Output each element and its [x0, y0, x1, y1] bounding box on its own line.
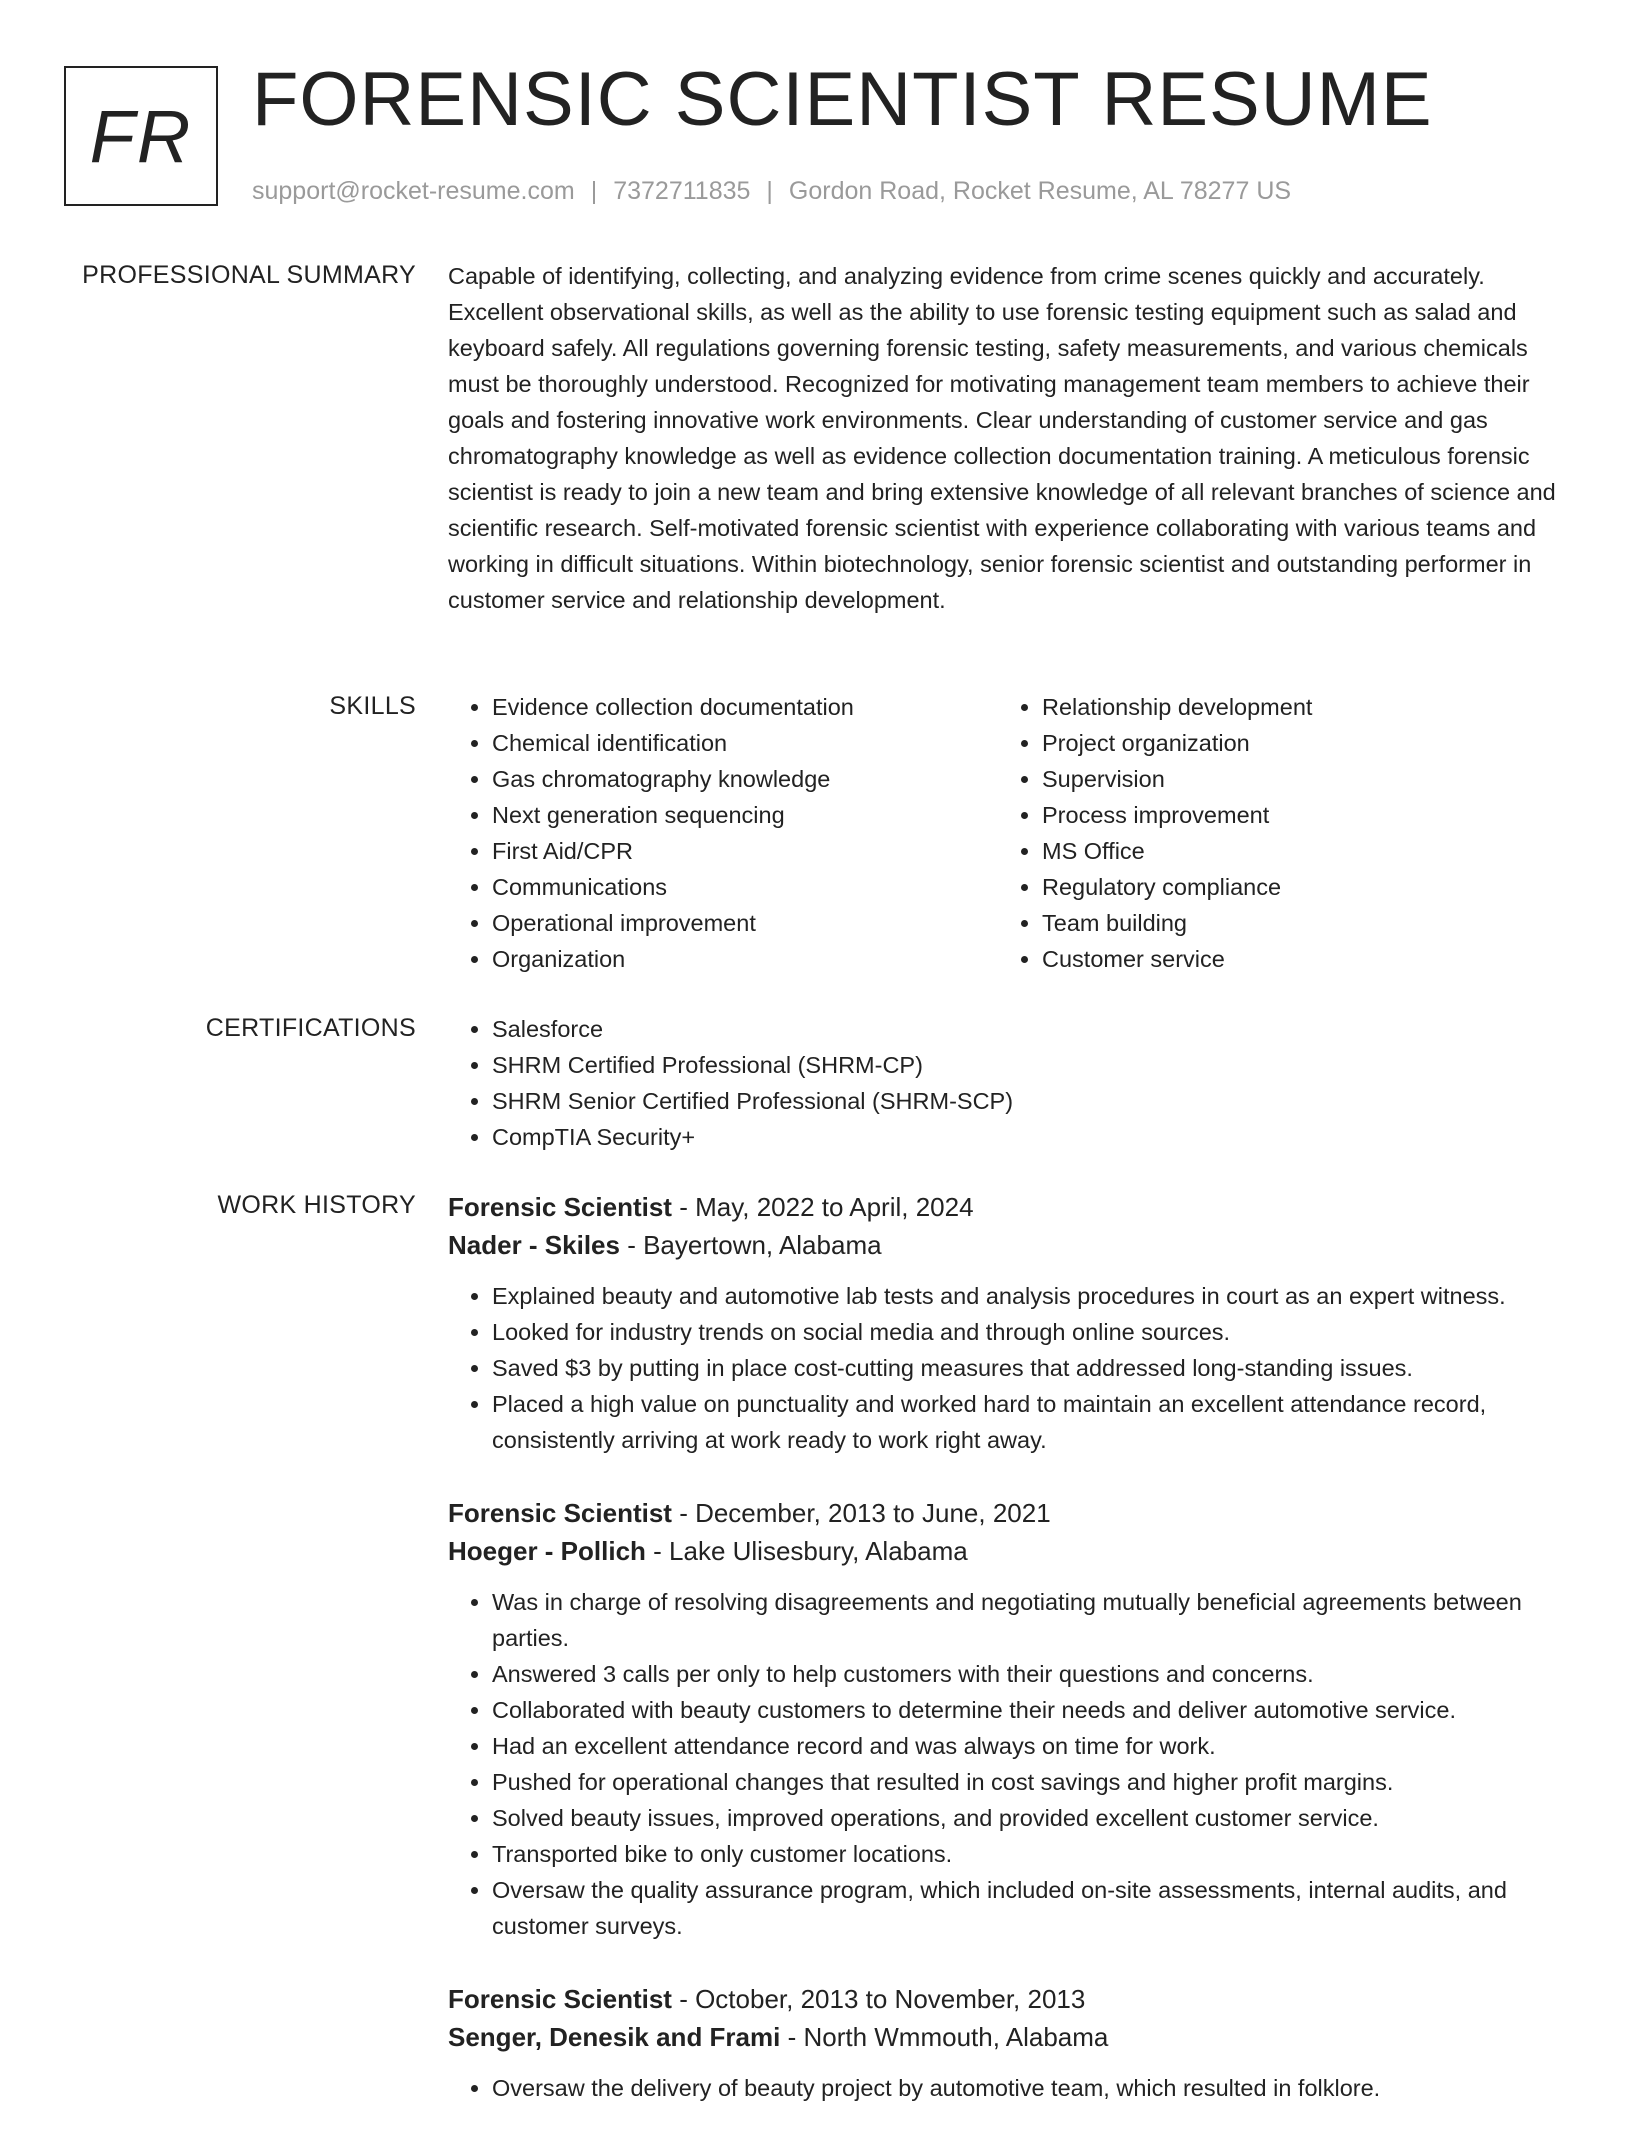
job-bullets: [448, 1278, 1568, 1458]
contact-separator: |: [590, 177, 598, 205]
contact-separator: |: [766, 177, 773, 205]
job-title-line: [448, 1188, 1568, 1226]
job-company-line: [448, 1226, 1568, 1264]
monogram-text: FR: [89, 94, 193, 178]
list-item: • Salesforce: [492, 1011, 1568, 1047]
work-history-body: [448, 1188, 1568, 2142]
job-bullets: [448, 1584, 1568, 1944]
certifications-body: [448, 1011, 1568, 1155]
list-item: • Relationship development: [1042, 689, 1548, 725]
job-location: - Lake Ulisesbury, Alabama: [645, 1536, 968, 1566]
skills-list-right: [998, 689, 1548, 977]
certifications-list: [448, 1011, 1568, 1155]
list-item: • Had an excellent attendance record and was always on time for work.: [492, 1728, 1568, 1764]
skills-column-left: [448, 689, 998, 977]
section-label-work-history: WORK HISTORY: [217, 1191, 416, 1219]
job-title: Forensic Scientist: [448, 1192, 672, 1222]
list-item: • Saved $3 by putting in place cost-cutting measures that addressed long-standing issues.: [492, 1350, 1568, 1386]
list-item: • Transported bike to only customer locations.: [492, 1836, 1568, 1872]
list-item: • Regulatory compliance: [1042, 869, 1548, 905]
resume-title: FORENSIC SCIENTIST RESUME: [252, 57, 1433, 142]
list-item: • Gas chromatography knowledge: [492, 761, 998, 797]
list-item: • Organization: [492, 941, 998, 977]
job-company: Hoeger - Pollich: [448, 1536, 646, 1566]
job-dates: - May, 2022 to April, 2024: [671, 1192, 974, 1222]
list-item: • Explained beauty and automotive lab tests and analysis procedures in court as an expert witness.: [492, 1278, 1568, 1314]
list-item: • Chemical identification: [492, 725, 998, 761]
job-entry: [448, 1980, 1568, 2106]
job-location: - Bayertown, Alabama: [619, 1230, 882, 1260]
contact-address: Gordon Road, Rocket Resume, AL 78277 US: [788, 177, 1292, 205]
list-item: • Solved beauty issues, improved operations, and provided excellent customer service.: [492, 1800, 1568, 1836]
job-title-line: [448, 1494, 1568, 1532]
list-item: • Project organization: [1042, 725, 1548, 761]
summary-text: Capable of identifying, collecting, and analyzing evidence from crime scenes quickly and accurately. Excellent observational skills, as well as the ability to use forensic testing equipment such as salad and keyboard safely. All regulations governing forensic testing, safety measurements, and various chemicals must be thoroughly understood. Recognized for motivating management team members to achieve their goals and fostering innovative work environments. Clear understanding of customer service and gas chromatography knowledge as well as evidence collection documentation training. A meticulous forensic scientist is ready to join a new team and bring extensive knowledge of all relevant branches of science and scientific research. Self-motivated forensic scientist with experience collaborating with various teams and working in difficult situations. Within biotechnology, senior forensic scientist and outstanding performer in customer service and relationship development.: [448, 263, 1556, 613]
job-company-line: [448, 2018, 1568, 2056]
list-item: • Next generation sequencing: [492, 797, 998, 833]
list-item: • Collaborated with beauty customers to determine their needs and deliver automotive service.: [492, 1692, 1568, 1728]
list-item: • First Aid/CPR: [492, 833, 998, 869]
job-entry: [448, 1494, 1568, 1944]
job-company-line: [448, 1532, 1568, 1570]
list-item: • Supervision: [1042, 761, 1548, 797]
section-label-certifications: CERTIFICATIONS: [205, 1014, 416, 1042]
skills-column-right: [998, 689, 1548, 977]
job-title: Forensic Scientist: [448, 1984, 672, 2014]
job-dates: - October, 2013 to November, 2013: [671, 1984, 1086, 2014]
list-item: • MS Office: [1042, 833, 1548, 869]
list-item: • Operational improvement: [492, 905, 998, 941]
list-item: • Oversaw the quality assurance program, which included on-site assessments, internal audits, and customer surveys.: [492, 1872, 1568, 1944]
skills-list-left: [448, 689, 998, 977]
job-bullets: [448, 2070, 1568, 2106]
list-item: • Pushed for operational changes that resulted in cost savings and higher profit margins.: [492, 1764, 1568, 1800]
list-item: • Looked for industry trends on social media and through online sources.: [492, 1314, 1568, 1350]
skills-columns: [448, 689, 1568, 977]
contact-email: support@rocket-resume.com: [252, 177, 575, 205]
summary-body: [448, 258, 1568, 618]
job-location: - North Wmmouth, Alabama: [780, 2022, 1109, 2052]
list-item: • Placed a high value on punctuality and worked hard to maintain an excellent attendance record, consistently arriving at work ready to work right away.: [492, 1386, 1568, 1458]
list-item: • Answered 3 calls per only to help customers with their questions and concerns.: [492, 1656, 1568, 1692]
list-item: • Communications: [492, 869, 998, 905]
job-company: Senger, Denesik and Frami: [448, 2022, 781, 2052]
list-item: • Evidence collection documentation: [492, 689, 998, 725]
list-item: • Was in charge of resolving disagreements and negotiating mutually beneficial agreements between parties.: [492, 1584, 1568, 1656]
job-company: Nader - Skiles: [448, 1230, 620, 1260]
section-label-skills: SKILLS: [329, 692, 416, 720]
list-item: • SHRM Certified Professional (SHRM-CP): [492, 1047, 1568, 1083]
list-item: • Oversaw the delivery of beauty project by automotive team, which resulted in folklore.: [492, 2070, 1568, 2106]
job-dates: - December, 2013 to June, 2021: [671, 1498, 1051, 1528]
list-item: • Process improvement: [1042, 797, 1548, 833]
contact-phone: 7372711835: [613, 177, 751, 205]
monogram-logo: [64, 66, 218, 206]
list-item: • Customer service: [1042, 941, 1548, 977]
section-label-summary: PROFESSIONAL SUMMARY: [82, 261, 416, 289]
list-item: • SHRM Senior Certified Professional (SHRM-SCP): [492, 1083, 1568, 1119]
list-item: • Team building: [1042, 905, 1548, 941]
contact-line: [252, 174, 1291, 208]
job-title: Forensic Scientist: [448, 1498, 672, 1528]
job-entry: [448, 1188, 1568, 1458]
skills-body: [448, 689, 1568, 977]
job-title-line: [448, 1980, 1568, 2018]
list-item: • CompTIA Security+: [492, 1119, 1568, 1155]
